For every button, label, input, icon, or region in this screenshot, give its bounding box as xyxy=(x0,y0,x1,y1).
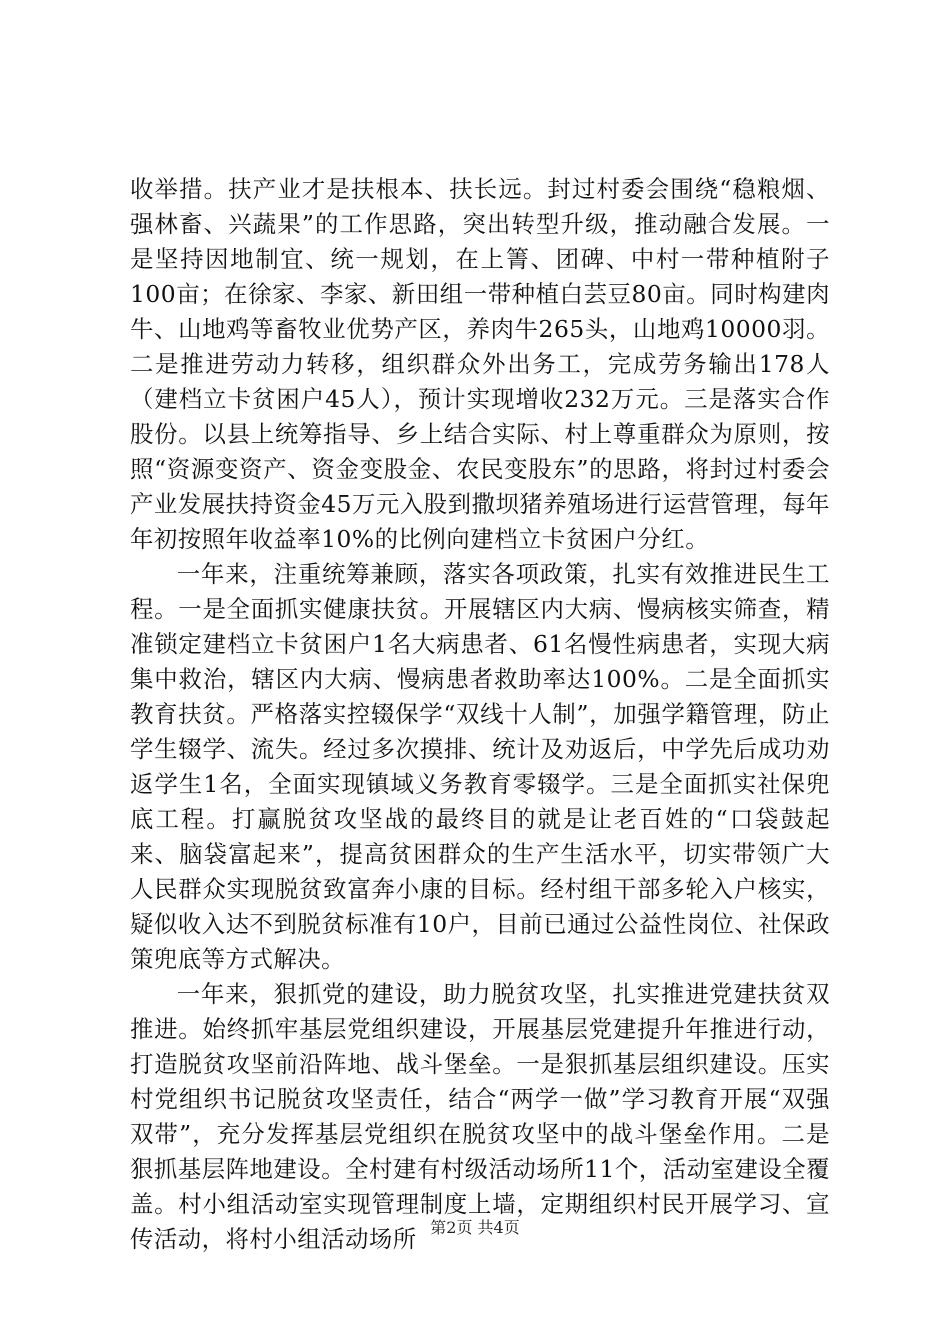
paragraph-2: 一年来，注重统筹兼顾，落实各项政策，扎实有效推进民生工程。一是全面抓实健康扶贫。开展辖区内大病、慢病核实筛查，精准锁定建档立卡贫困户1名大病患者、61名慢性病患者，实现大病集中救治，辖区内大病、慢病患者救助率达100%。二是全面抓实教育扶贫。严格落实控辍保学“双线十人制”，加强学籍管理，防止学生辍学、流失。经过多次摸排、统计及劝返后，中学先后成功劝返学生1名，全面实现镇域义务教育零辍学。三是全面抓实社保兜底工程。打赢脱贫攻坚战的最终目的就是让老百姓的“口袋鼓起来、脑袋富起来”，提高贫困群众的生产生活水平，切实带领广大人民群众实现脱贫致富奔小康的目标。经村组干部多轮入户核实，疑似收入达不到脱贫标准有10户，目前已通过公益性岗位、社保政策兜底等方式解决。 xyxy=(130,560,830,973)
page-footer xyxy=(0,1218,950,1238)
body-text xyxy=(130,172,830,1257)
paragraph-3: 一年来，狠抓党的建设，助力脱贫攻坚，扎实推进党建扶贫双推进。始终抓牢基层党组织建设，开展基层党建提升年推进行动，打造脱贫攻坚前沿阵地、战斗堡垒。一是狠抓基层组织建设。压实村党组织书记脱贫攻坚责任，结合“两学一做”学习教育开展“双强双带”，充分发挥基层党组织在脱贫攻坚中的战斗堡垒作用。二是狠抓基层阵地建设。全村建有村级活动场所11个，活动室建设全覆盖。村小组活动室实现管理制度上墙，定期组织村民开展学习、宣传活动，将村小组活动场所 xyxy=(130,980,830,1253)
page-number: 第2页 共4页 xyxy=(430,1218,520,1237)
paragraph-1: 收举措。扶产业才是扶根本、扶长远。封过村委会围绕“稳粮烟、强林畜、兴蔬果”的工作思路，突出转型升级，推动融合发展。一是坚持因地制宜、统一规划，在上箐、团碑、中村一带种植附子100亩；在徐家、李家、新田组一带种植白芸豆80亩。同时构建肉牛、山地鸡等畜牧业优势产区，养肉牛265头，山地鸡10000羽。二是推进劳动力转移，组织群众外出务工，完成劳务输出178人（建档立卡贫困户45人），预计实现增收232万元。三是落实合作股份。以县上统筹指导、乡上结合实际、村上尊重群众为原则，按照“资源变资产、资金变股金、农民变股东”的思路，将封过村委会产业发展扶持资金45万元入股到撒坝猪养殖场进行运营管理，每年年初按照年收益率10%的比例向建档立卡贫困户分红。 xyxy=(130,175,830,553)
